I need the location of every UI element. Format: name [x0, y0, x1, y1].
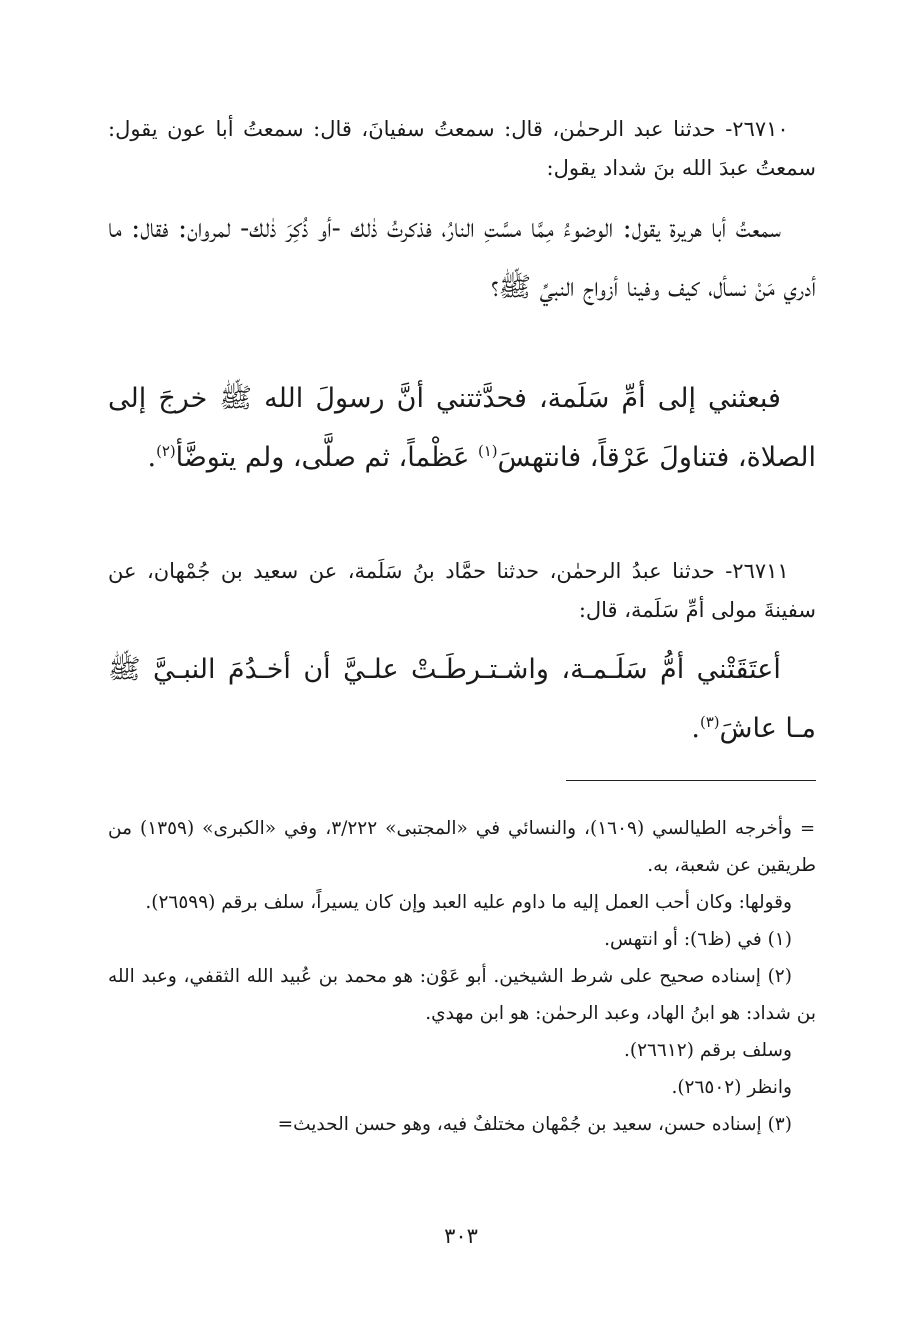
hadith-26711-text-b: .: [691, 713, 700, 744]
hadith-26711-isnad: [108, 552, 816, 630]
footnote-ref-3: (٣): [699, 713, 720, 731]
footnotes: [108, 810, 816, 1143]
hadith-26710-text-c: .: [147, 442, 157, 473]
hadith-26711-intro: ٢٦٧١١- حدثنا عبدُ الرحمٰن، حدثنا حمَّاد بنُ سَلَمة، عن سعيد بن جُمْهان، عن سفينةَ مولى أمِّ سَلَمة، قال:: [108, 559, 816, 622]
page-number: ٣٠٣: [444, 1224, 478, 1248]
hadith-26710-paragraph-2: [108, 369, 816, 487]
footnote-separator: [566, 780, 816, 781]
hadith-26710-matn-2: [108, 369, 816, 487]
hadith-26711-text-a: أعتَقَتْني أمُّ سَلَـمـة، واشـتـرطَـتْ علـيَّ أن أخـدُمَ النبـيَّ ﷺ مـا عاشَ: [108, 654, 816, 744]
footnote-ref-2: (٢): [156, 442, 176, 460]
footnote-2: (٢) إسناده صحيح على شرط الشيخين. أبو عَوْن: هو محمد بن عُبيد الله الثقفي، وعبد الله بن شداد: هو ابنُ الهاد، وعبد الرحمٰن: هو ابن مهدي.: [108, 966, 816, 1024]
hadith-26710-intro: ٢٦٧١٠- حدثنا عبد الرحمٰن، قال: سمعتُ سفيانَ، قال: سمعتُ أبا عون يقول: سمعتُ عبدَ الله بنَ شداد يقول:: [108, 117, 816, 180]
hadith-26710-matn: [108, 199, 816, 317]
hadith-26711-paragraph-1: [108, 640, 816, 758]
hadith-26711-matn: [108, 640, 816, 758]
footnote-2-see-also: وسلف برقم (٢٦٦١٢).: [623, 1040, 792, 1061]
footnote-2-compare: وانظر (٢٦٥٠٢).: [671, 1077, 792, 1098]
hadith-26710-isnad: [108, 110, 816, 188]
hadith-26710-text-a: فبعثني إلى أمِّ سَلَمة، فحدَّثتني أنَّ رسولَ الله ﷺ خرجَ إلى الصلاة، فتناولَ عَرْقاً، فانتهسَ: [108, 383, 816, 473]
footnote-continuation-1: وأخرجه الطيالسي (١٦٠٩)، والنسائي في «المجتبى» ٣/٢٢٢، وفي «الكبرى» (١٣٥٩) من طريقين عن شعبة، به.: [108, 818, 816, 876]
footnote-3: (٣) إسناده حسن، سعيد بن جُمْهان مختلفٌ فيه، وهو حسن الحديث=: [277, 1114, 792, 1135]
footnote-ref-1: (١): [477, 442, 498, 460]
footnote-1: (١) في (ظ٦): أو انتهس.: [604, 929, 792, 950]
footnote-continuation-2: وقولها: وكان أحب العمل إليه ما داوم عليه العبد وإن كان يسيراً، سلف برقم (٢٦٥٩٩).: [145, 892, 792, 913]
hadith-26710-paragraph-1: سمعتُ أبا هريرة يقول: الوضوءُ مِمَّا مسَّتِ النارُ، فذكرتُ ذٰلك -أو ذُكِرَ ذٰلك- لمروان: فقال: ما أدري مَنْ نسأل، كيف وفينا أزواج النبيِّ ﷺ؟: [108, 213, 816, 303]
continuation-mark: =: [800, 818, 816, 839]
hadith-26710-text-b: عَظْماً، ثم صلَّى، ولم يتوضَّأ: [175, 442, 478, 473]
